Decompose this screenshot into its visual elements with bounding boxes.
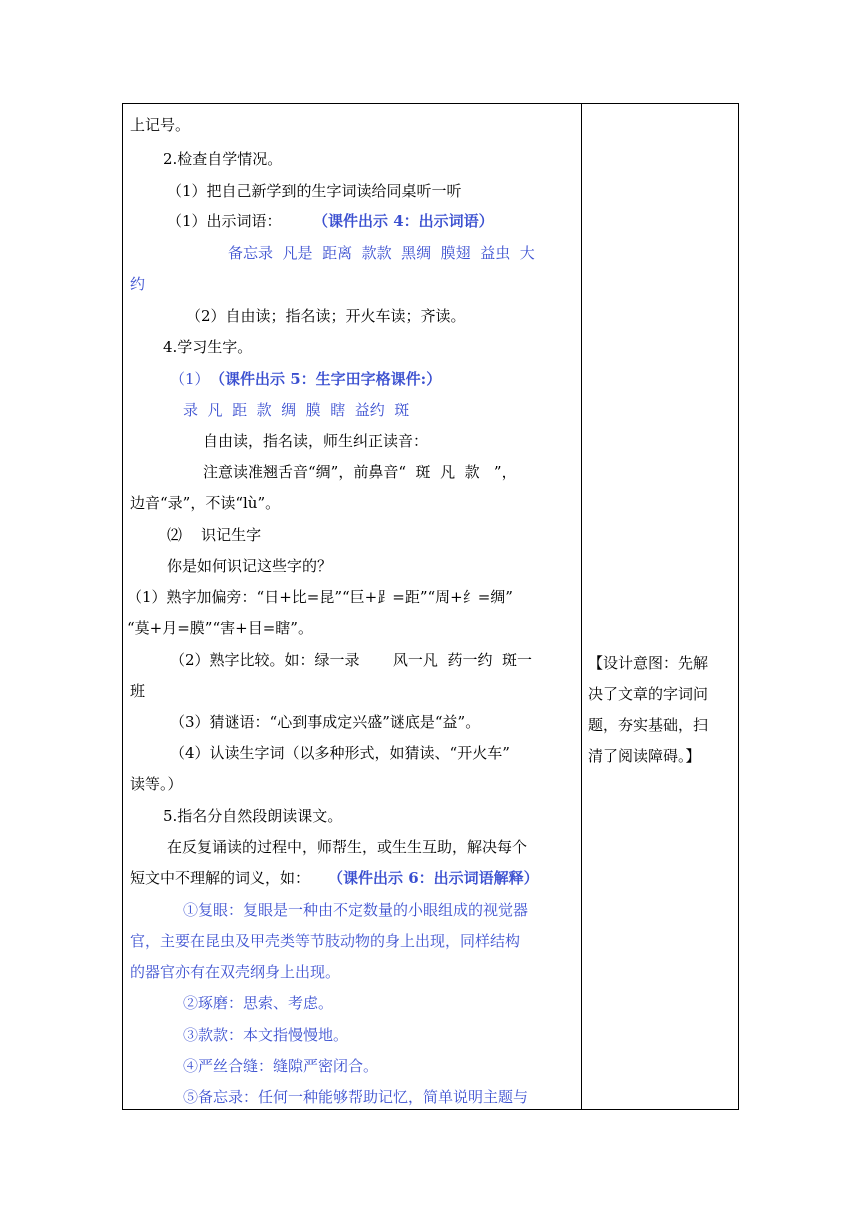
definition-line: ②琢磨：思索、考虑。: [183, 994, 334, 1012]
text-line: 上记号。: [130, 116, 191, 134]
courseware-note: （课件出示 4：出示词语）: [313, 212, 494, 230]
text-line: 你是如何识记这些字的？: [167, 557, 333, 575]
text-line: （1）熟字加偏旁：“日+比=昆”“巨+⻊=距”“周+纟=绸”: [127, 588, 513, 606]
text-line: 2.检查自学情况。: [163, 150, 283, 168]
text-line: 读等。）: [130, 775, 183, 793]
text-line: （2）自由读；指名读；开火车读；齐读。: [186, 307, 466, 325]
design-intent-line: 【设计意图：先解: [588, 654, 709, 672]
text-line: 班: [130, 682, 146, 700]
definition-line: 官，主要在昆虫及甲壳类等节肢动物的身上出现，同样结构: [130, 932, 521, 950]
text-line: （4）认读生字词（以多种形式，如猜读、“开火车”: [170, 744, 510, 762]
text-line: （2）熟字比较。如：绿一录 风一凡 药一约 斑一: [170, 651, 532, 669]
text-line: 短文中不理解的词义，如：: [130, 869, 311, 887]
text-line: （1）: [170, 370, 210, 388]
text-line: （3）猜谜语：“心到事成定兴盛”谜底是“益”。: [170, 713, 481, 731]
courseware-note: （课件出示 5：生字田字格课件:）: [210, 370, 442, 388]
column-divider: [581, 104, 582, 1109]
text-line: ⑵ 识记生字: [167, 526, 262, 544]
word-list: 备忘录 凡是 距离 款款 黑绸 膜翅 益虫 大: [228, 244, 535, 262]
courseware-note: （课件出示 6：出示词语解释）: [328, 869, 539, 887]
text-line: 在反复诵读的过程中，师帮生，或生生互助，解决每个: [167, 838, 528, 856]
text-line: 4.学习生字。: [163, 338, 253, 356]
text-line: 注意读准翘舌音“绸”，前鼻音“ 斑 凡 款 ”，: [203, 463, 517, 481]
text-line: 5.指名分自然段朗读课文。: [163, 807, 343, 825]
design-intent-cell: [588, 648, 736, 772]
character-list: 录 凡 距 款 绸 膜 瞎 益约 斑: [183, 401, 410, 419]
design-intent-line: 决了文章的字词问: [588, 685, 709, 703]
text-line: “莫+月=膜”“害+目=瞎”。: [127, 619, 313, 637]
teaching-process-cell: [123, 104, 581, 1109]
lesson-table: [122, 103, 739, 1110]
text-line: （1）把自己新学到的生字词读给同桌听一听: [167, 182, 462, 200]
definition-line: ①复眼：复眼是一种由不定数量的小眼组成的视觉器: [183, 901, 529, 919]
text-line: （1）出示词语：: [167, 212, 282, 230]
definition-line: ③款款：本文指慢慢地。: [183, 1026, 349, 1044]
word-list: 约: [130, 275, 146, 293]
definition-line: ⑤备忘录：任何一种能够帮助记忆，简单说明主题与: [183, 1088, 529, 1106]
text-line: 边音“录”，不读“lù”。: [130, 494, 281, 512]
definition-line: ④严丝合缝：缝隙严密闭合。: [183, 1057, 379, 1075]
design-intent-line: 清了阅读障碍。】: [588, 747, 701, 765]
text-line: 自由读，指名读，师生纠正读音：: [203, 432, 429, 450]
definition-line: 的器官亦有在双壳纲身上出现。: [130, 963, 341, 981]
design-intent-line: 题，夯实基础，扫: [588, 716, 709, 734]
